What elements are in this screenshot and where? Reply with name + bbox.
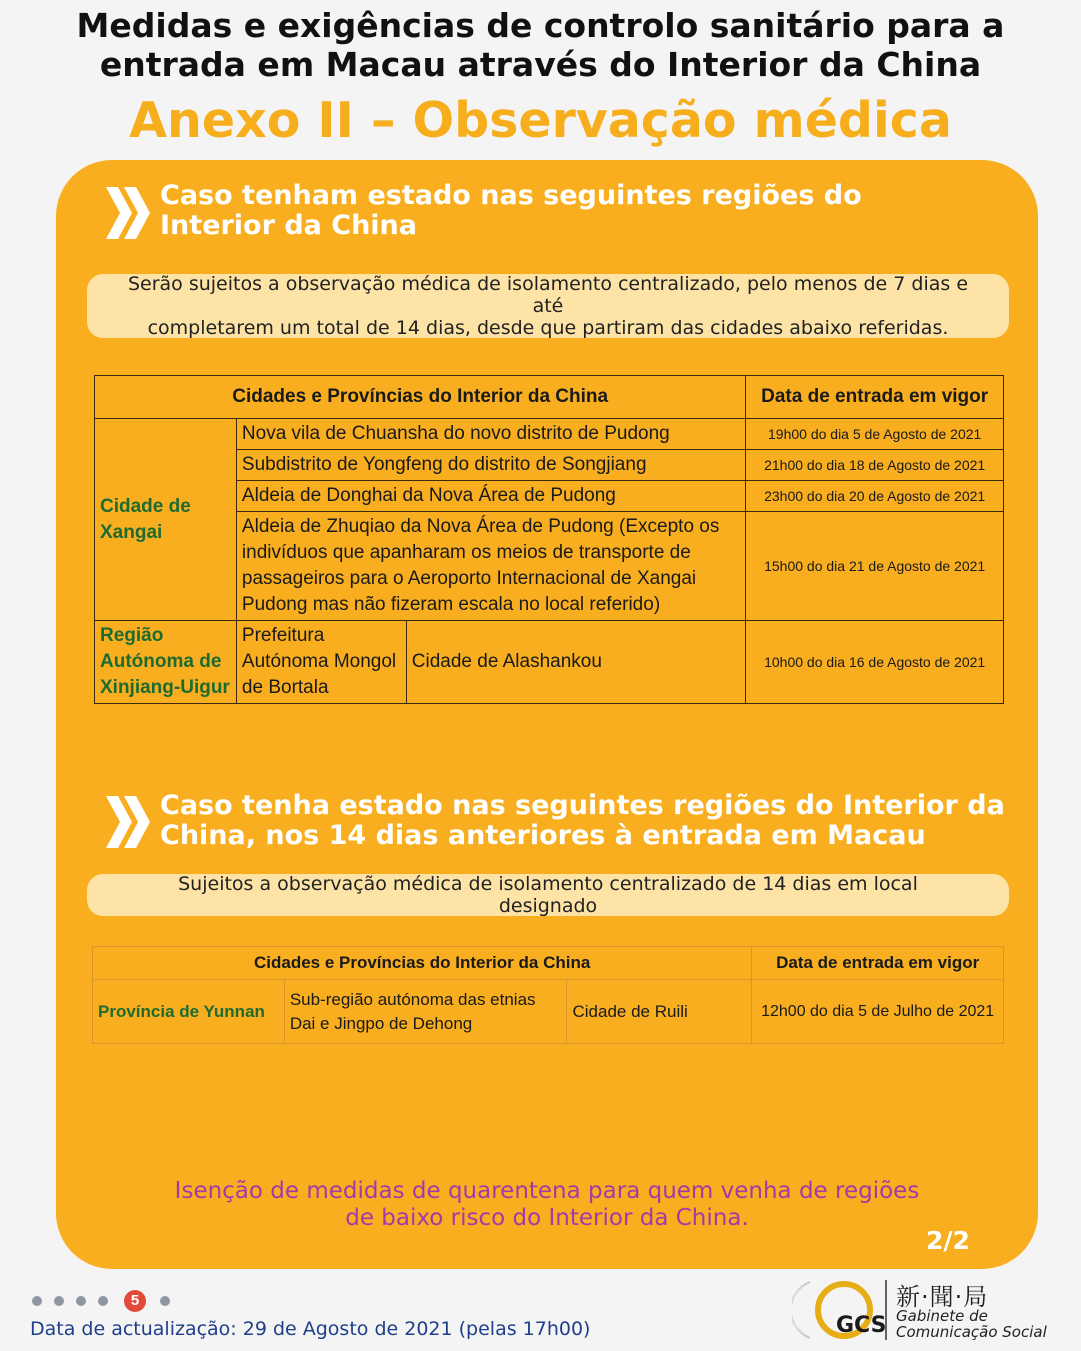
table-header-row <box>95 376 1004 419</box>
section2-note <box>87 874 1009 916</box>
title-line-2: entrada em Macau através do Interior da China <box>99 45 982 84</box>
column-header-places: Cidades e Províncias do Interior da China <box>93 947 752 980</box>
section2-table <box>92 946 1004 1044</box>
table-row <box>95 419 1004 450</box>
section1-table <box>94 375 1004 704</box>
section1-heading-line-2: Interior da China <box>160 210 418 241</box>
double-chevron-icon <box>104 183 154 243</box>
title-line-1: Medidas e exigências de controlo sanitário para a <box>76 6 1005 45</box>
subregion-cell: Sub-região autónoma das etnias Dai e Jingpo de Dehong <box>284 980 567 1044</box>
logo-pt-line-2: Comunicação Social <box>896 1323 1047 1341</box>
page-indicator: 2/2 <box>926 1226 970 1255</box>
exemption-line-1: Isenção de medidas de quarentena para quem venha de regiões <box>174 1178 920 1204</box>
section1-note-line-1: Serão sujeitos a observação médica de isolamento centralizado, pelo menos de 7 dias e até <box>127 273 969 317</box>
carousel-dot[interactable] <box>54 1296 64 1306</box>
group-xinjiang: Região Autónoma de Xinjiang-Uigur <box>95 621 237 704</box>
page-subtitle: Anexo II – Observação médica <box>129 92 952 149</box>
logo-pt-line-1: Gabinete de <box>896 1307 988 1325</box>
section2-note-text: Sujeitos a observação médica de isolamento centralizado de 14 dias em local designado <box>178 873 918 917</box>
table-row <box>95 621 1004 704</box>
section2-heading-line-1: Caso tenha estado nas seguintes regiões do Interior da <box>160 790 1005 821</box>
column-header-date: Data de entrada em vigor <box>752 947 1004 980</box>
table-row <box>93 980 1004 1044</box>
group-shanghai: Cidade de Xangai <box>95 419 237 621</box>
section1-note-line-2: completarem um total de 14 dias, desde que partiram das cidades abaixo referidas. <box>147 317 949 339</box>
table-header-row <box>93 947 1004 980</box>
group-yunnan: Província de Yunnan <box>93 980 285 1044</box>
logo-chinese-text: 新·聞·局 <box>896 1283 989 1311</box>
logo-mark: GCS <box>836 1313 887 1338</box>
section1-heading-line-1: Caso tenham estado nas seguintes regiões do <box>160 180 862 211</box>
carousel-dot[interactable] <box>32 1296 42 1306</box>
prefecture-cell: Prefeitura Autónoma Mongol de Bortala <box>236 621 406 704</box>
place-cell: Aldeia de Donghai da Nova Área de Pudong <box>236 481 745 512</box>
last-updated: Data de actualização: 29 de Agosto de 2021 (pelas 17h00) <box>30 1318 591 1340</box>
page-title <box>0 6 1081 84</box>
date-cell: 19h00 do dia 5 de Agosto de 2021 <box>746 419 1004 450</box>
place-cell: Subdistrito de Yongfeng do distrito de Songjiang <box>236 450 745 481</box>
place-cell: Nova vila de Chuansha do novo distrito de Pudong <box>236 419 745 450</box>
date-cell: 12h00 do dia 5 de Julho de 2021 <box>752 980 1004 1044</box>
section1-note <box>87 274 1009 338</box>
section1-heading <box>160 181 1060 241</box>
carousel-dot[interactable] <box>76 1296 86 1306</box>
carousel-dot[interactable] <box>98 1296 108 1306</box>
carousel-dot-active[interactable]: 5 <box>124 1290 146 1312</box>
double-chevron-icon <box>104 792 154 852</box>
column-header-places: Cidades e Províncias do Interior da China <box>95 376 746 419</box>
date-cell: 15h00 do dia 21 de Agosto de 2021 <box>746 512 1004 621</box>
date-cell: 23h00 do dia 20 de Agosto de 2021 <box>746 481 1004 512</box>
section2-heading-line-2: China, nos 14 dias anteriores à entrada em Macau <box>160 820 926 851</box>
city-cell: Cidade de Ruili <box>567 980 752 1044</box>
place-cell: Aldeia de Zhuqiao da Nova Área de Pudong (Excepto os indivíduos que apanharam os meios de transporte de passageiros para o Aeroporto Internacional de Xangai Pudong mas não fizeram escala no local referido) <box>236 512 745 621</box>
exemption-line-2: de baixo risco do Interior da China. <box>345 1205 749 1231</box>
exemption-note <box>56 1178 1038 1232</box>
date-cell: 21h00 do dia 18 de Agosto de 2021 <box>746 450 1004 481</box>
date-cell: 10h00 do dia 16 de Agosto de 2021 <box>746 621 1004 704</box>
city-cell: Cidade de Alashankou <box>406 621 746 704</box>
logo-portuguese-text <box>896 1308 1047 1340</box>
carousel-dot[interactable] <box>160 1296 170 1306</box>
column-header-date: Data de entrada em vigor <box>746 376 1004 419</box>
section2-heading <box>160 791 1060 851</box>
